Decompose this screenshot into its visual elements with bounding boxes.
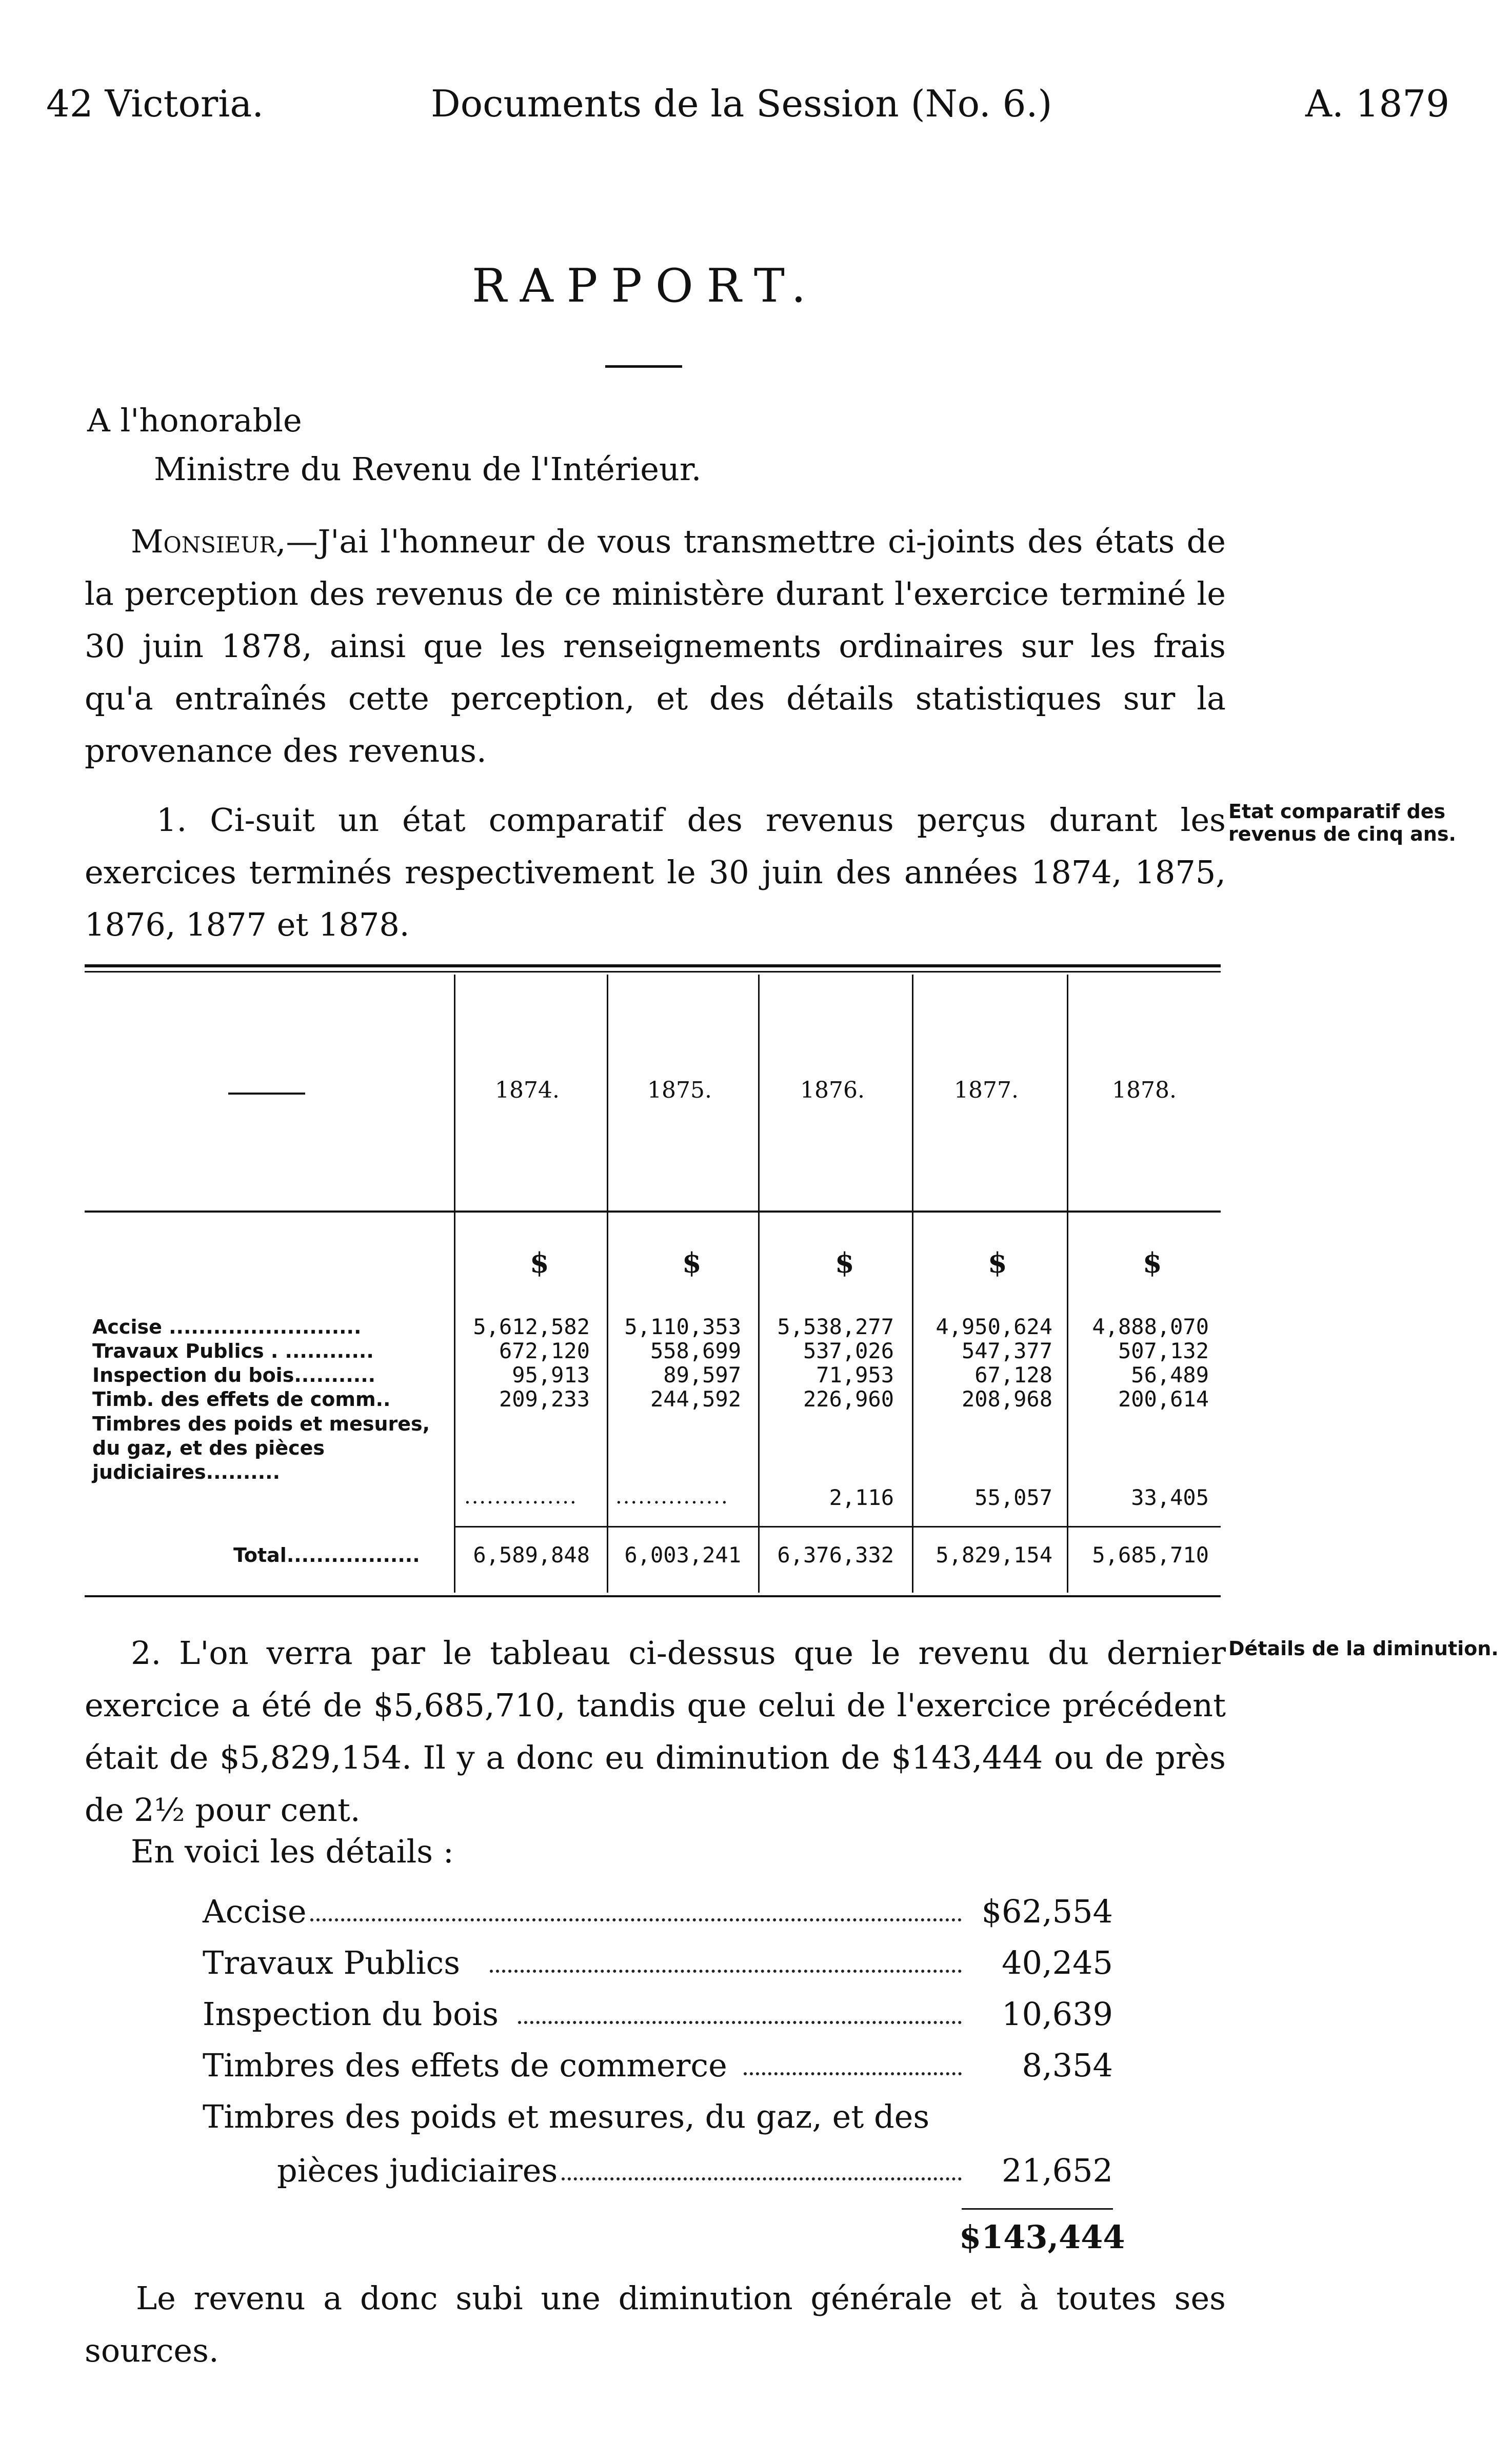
cell: 226,960 <box>803 1386 894 1412</box>
year-1878: 1878. <box>1112 1077 1177 1103</box>
detail-label: Accise <box>203 1893 307 1930</box>
margin-note-2: Détails de la diminution. <box>1228 1637 1499 1660</box>
header-left: 42 Victoria. <box>46 82 264 125</box>
row-label-total: Total.................. <box>233 1544 420 1566</box>
cell: 547,377 <box>961 1338 1052 1363</box>
dollar-1: $ <box>530 1246 549 1279</box>
table-bottom-rule <box>85 1595 1221 1597</box>
detail-value: 21,652 <box>1002 2152 1113 2189</box>
dollar-5: $ <box>1143 1246 1162 1279</box>
detail-value: 8,354 <box>1022 2047 1113 2084</box>
row-label-inspection: Inspection du bois........... <box>92 1364 376 1386</box>
header-center: Documents de la Session (No. 6.) <box>431 82 1052 125</box>
cell: 5,110,353 <box>624 1314 741 1339</box>
address-line-2: Ministre du Revenu de l'Intérieur. <box>154 450 702 488</box>
cell: 5,612,582 <box>473 1314 590 1339</box>
detail-label: Inspection du bois <box>203 1995 499 2033</box>
total-cell: 5,685,710 <box>1092 1542 1209 1568</box>
cell: 537,026 <box>803 1338 894 1363</box>
cell: 5,538,277 <box>777 1314 894 1339</box>
cell: 4,888,070 <box>1092 1314 1209 1339</box>
table-top-rule <box>85 964 1221 967</box>
salutation: Monsieur, <box>131 523 286 560</box>
row-label-travaux: Travaux Publics . ............ <box>92 1340 374 1362</box>
table-top-rule-2 <box>85 971 1221 973</box>
dollar-3: $ <box>835 1246 854 1279</box>
detail-label: Timbres des poids et mesures, du gaz, et des <box>203 2098 930 2135</box>
total-cell: 5,829,154 <box>936 1542 1052 1568</box>
row-label-timbres-effets: Timb. des effets de comm.. <box>92 1388 391 1411</box>
page-title: RAPPORT. <box>472 259 820 313</box>
margin-note-1: Etat comparatif des revenus de cinq ans. <box>1228 800 1456 845</box>
cell: 89,597 <box>663 1362 741 1387</box>
cell-empty: ............... <box>615 1485 729 1509</box>
total-cell: 6,003,241 <box>624 1542 741 1568</box>
leader <box>518 2021 962 2024</box>
title-rule <box>605 365 682 368</box>
cell: 244,592 <box>650 1386 741 1412</box>
cell: 208,968 <box>961 1386 1052 1412</box>
cell: 209,233 <box>499 1386 590 1412</box>
cell: 67,128 <box>974 1362 1052 1387</box>
cell: 95,913 <box>512 1362 590 1387</box>
cell: 55,057 <box>974 1485 1052 1510</box>
stub-dash <box>228 1093 305 1095</box>
col-sep-3 <box>758 975 760 1593</box>
cell-empty: ............... <box>464 1485 578 1509</box>
section-1-text: Ci-suit un état comparatif des revenus perçus durant les exercices terminés respectivement le 30 juin des années 1874, 1875, 1876, 1877 et 1878. <box>85 801 1226 943</box>
row-label-accise: Accise .......................... <box>92 1316 362 1338</box>
year-1874: 1874. <box>495 1077 560 1103</box>
year-1876: 1876. <box>800 1077 865 1103</box>
section-2-number: 2. <box>131 1634 162 1672</box>
col-sep-5 <box>1067 975 1068 1593</box>
intro-text: —J'ai l'honneur de vous transmettre ci-joints des états de la perception des revenus de ce ministère durant l'exercice terminé le 30 juin 1878, ainsi que les renseignements ordinaires sur les frais qu'a entraînés cette perception, et des détails statistiques sur la provenance des revenus. <box>85 523 1226 769</box>
total-rule <box>454 1526 1221 1527</box>
address-line-1: A l'honorable <box>87 402 302 439</box>
cell: 672,120 <box>499 1338 590 1363</box>
leader <box>744 2072 962 2075</box>
col-sep-1 <box>454 975 455 1593</box>
cell: 558,699 <box>650 1338 741 1363</box>
year-1877: 1877. <box>954 1077 1019 1103</box>
leader <box>562 2177 962 2180</box>
total-cell: 6,589,848 <box>473 1542 590 1568</box>
details-intro: En voici les détails : <box>131 1833 454 1870</box>
detail-label: Travaux Publics <box>203 1944 461 1981</box>
cell: 33,405 <box>1131 1485 1209 1510</box>
header-right: A. 1879 <box>1305 82 1450 125</box>
section-1-number: 1. <box>156 801 187 839</box>
section-2-text: L'on verra par le tableau ci-dessus que le revenu du dernier exercice a été de $5,685,710, tandis que celui de l'exercice précédent était de $5,829,154. Il y a donc eu diminution de $143,444 ou de près de 2½ pour cent. <box>85 1634 1226 1829</box>
detail-value: 40,245 <box>1002 1944 1113 1981</box>
detail-label-cont: pièces judiciaires <box>277 2152 558 2189</box>
detail-value: 10,639 <box>1002 1995 1113 2033</box>
leader <box>310 1918 962 1921</box>
sum-rule <box>962 2208 1113 2210</box>
paragraph-section-1 <box>85 794 1226 951</box>
detail-label: Timbres des effets de commerce <box>203 2047 727 2084</box>
cell: 56,489 <box>1131 1362 1209 1387</box>
cell: 200,614 <box>1118 1386 1209 1412</box>
paragraph-section-2 <box>85 1627 1226 1836</box>
dollar-4: $ <box>988 1246 1007 1279</box>
row-label-timbres-poids: Timbres des poids et mesures, du gaz, et des pièces judiciaires.......... <box>92 1413 430 1483</box>
col-sep-4 <box>912 975 913 1593</box>
paragraph-conclusion: Le revenu a donc subi une diminution générale et à toutes ses sources. <box>85 2279 1226 2369</box>
paragraph-intro <box>85 515 1226 777</box>
col-sep-2 <box>607 975 608 1593</box>
table-header-rule <box>85 1211 1221 1213</box>
year-1875: 1875. <box>647 1077 712 1103</box>
cell: 71,953 <box>816 1362 894 1387</box>
detail-total: $143,444 <box>959 2218 1125 2256</box>
total-cell: 6,376,332 <box>777 1542 894 1568</box>
detail-value: $62,554 <box>981 1893 1113 1930</box>
cell: 2,116 <box>829 1485 894 1510</box>
cell: 507,132 <box>1118 1338 1209 1363</box>
leader <box>490 1970 962 1973</box>
dollar-2: $ <box>682 1246 702 1279</box>
cell: 4,950,624 <box>936 1314 1052 1339</box>
